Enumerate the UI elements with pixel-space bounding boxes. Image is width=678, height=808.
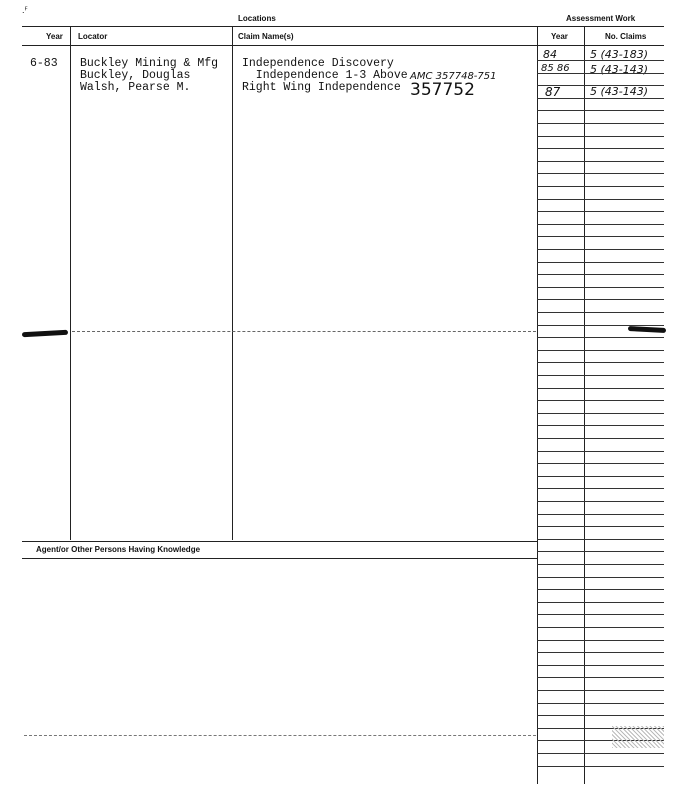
assessment-ruled-line — [537, 262, 664, 263]
aw-row-3-year: 87 — [545, 85, 561, 99]
header-top-rule — [22, 26, 664, 27]
claim-line-1: Independence Discovery — [242, 57, 394, 70]
assessment-ruled-line — [537, 564, 664, 565]
assessment-ruled-line — [537, 577, 664, 578]
assessment-ruled-line — [537, 350, 664, 351]
assessment-ruled-line — [537, 665, 664, 666]
assessment-ruled-line — [537, 388, 664, 389]
assessment-ruled-line — [537, 589, 664, 590]
locator-column-header: Locator — [78, 32, 108, 41]
claims-assessment-divider — [537, 26, 538, 784]
handwritten-amc-single: 357752 — [410, 80, 475, 100]
assessment-ruled-line — [537, 362, 664, 363]
year-locator-divider — [70, 26, 71, 540]
assessment-ruled-line — [537, 274, 664, 275]
aw-row-1-year: 84 — [543, 48, 557, 61]
locator-line-3: Walsh, Pearse M. — [80, 81, 191, 94]
assessment-ruled-line — [537, 236, 664, 237]
aw-row-1-claims: 5 (43-183) — [590, 48, 649, 61]
assessment-ruled-line — [537, 640, 664, 641]
assessment-ruled-line — [537, 211, 664, 212]
locator-line-1: Buckley Mining & Mfg — [80, 57, 219, 70]
assessment-ruled-line — [537, 614, 664, 615]
handwritten-amc-range: AMC 357748-751 — [410, 71, 497, 82]
assessment-ruled-line — [537, 551, 664, 552]
lower-crease — [24, 735, 536, 736]
agent-header: Agent/or Other Persons Having Knowledge — [36, 545, 201, 554]
assessment-ruled-line — [537, 136, 664, 137]
assessment-ruled-line — [537, 337, 664, 338]
assessment-ruled-line — [537, 73, 664, 74]
assessment-ruled-line — [537, 85, 664, 86]
assessment-ruled-line — [537, 299, 664, 300]
right-fold-mark — [628, 326, 666, 333]
agent-section-top-rule — [22, 541, 537, 542]
assessment-ruled-line — [537, 400, 664, 401]
aw-year-claims-divider — [584, 26, 585, 784]
assessment-ruled-line — [537, 173, 664, 174]
assessment-ruled-line — [537, 425, 664, 426]
assessment-ruled-line — [537, 677, 664, 678]
assessment-ruled-line — [537, 753, 664, 754]
assessment-ruled-line — [537, 476, 664, 477]
locator-claims-divider — [232, 26, 233, 540]
assessment-ruled-line — [537, 715, 664, 716]
assessment-ruled-line — [537, 652, 664, 653]
assessment-ruled-line — [537, 413, 664, 414]
locations-header: Locations — [238, 14, 276, 23]
corner-mark: .ꟳ — [22, 5, 28, 15]
assessment-ruled-line — [537, 703, 664, 704]
assessment-ruled-line — [537, 463, 664, 464]
assessment-ruled-line — [537, 438, 664, 439]
claim-line-2: Independence 1-3 Above — [242, 69, 408, 82]
header-bottom-rule — [22, 45, 664, 46]
assessment-ruled-line — [537, 539, 664, 540]
assessment-ruled-line — [537, 602, 664, 603]
aw-row-3-claims: 5 (43-143) — [590, 85, 649, 98]
no-claims-column-header: No. Claims — [605, 32, 647, 41]
assessment-ruled-line — [537, 375, 664, 376]
assessment-work-header: Assessment Work — [566, 14, 636, 23]
assessment-ruled-line — [537, 312, 664, 313]
fold-crease — [72, 331, 536, 332]
aw-year-column-header: Year — [551, 32, 568, 41]
assessment-ruled-line — [537, 98, 664, 99]
scan-noise-patch — [612, 726, 664, 748]
left-fold-mark — [22, 330, 68, 337]
record-year: 6-83 — [30, 57, 58, 70]
claim-line-3: Right Wing Independence — [242, 81, 401, 94]
year-column-header: Year — [46, 32, 63, 41]
assessment-ruled-line — [537, 110, 664, 111]
locator-line-2: Buckley, Douglas — [80, 69, 191, 82]
assessment-ruled-line — [537, 325, 664, 326]
assessment-ruled-line — [537, 249, 664, 250]
assessment-ruled-line — [537, 224, 664, 225]
assessment-ruled-line — [537, 526, 664, 527]
assessment-ruled-line — [537, 287, 664, 288]
assessment-ruled-line — [537, 148, 664, 149]
assessment-ruled-line — [537, 451, 664, 452]
assessment-ruled-line — [537, 627, 664, 628]
assessment-ruled-line — [537, 161, 664, 162]
aw-row-2-year: 85 86 — [541, 63, 570, 74]
assessment-ruled-line — [537, 123, 664, 124]
assessment-ruled-line — [537, 501, 664, 502]
assessment-ruled-line — [537, 60, 664, 61]
aw-row-2-claims: 5 (43-143) — [590, 63, 649, 76]
assessment-ruled-line — [537, 514, 664, 515]
assessment-ruled-line — [537, 199, 664, 200]
assessment-ruled-line — [537, 488, 664, 489]
assessment-ruled-line — [537, 766, 664, 767]
agent-section-bottom-rule — [22, 558, 537, 559]
assessment-ruled-line — [537, 690, 664, 691]
assessment-ruled-line — [537, 186, 664, 187]
claim-names-column-header: Claim Name(s) — [238, 32, 294, 41]
